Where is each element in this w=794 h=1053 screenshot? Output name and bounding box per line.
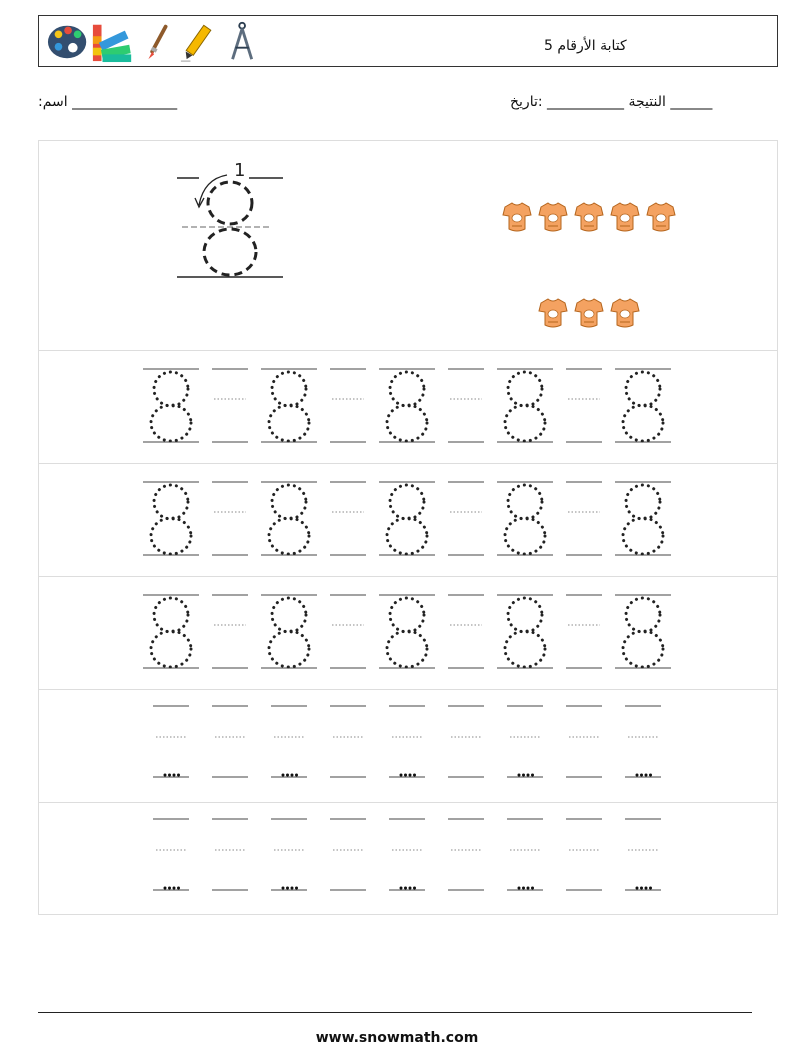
blank-digit-slot[interactable] (271, 819, 307, 890)
baby-onesie-icon (539, 299, 567, 327)
blank-digit-slot[interactable] (566, 482, 602, 555)
practice-grid (38, 140, 778, 915)
compass-icon (233, 23, 252, 59)
blank-digit-slot[interactable] (330, 595, 366, 668)
trace-row (39, 463, 777, 576)
blank-digit-slot[interactable] (448, 482, 484, 555)
footer-divider (38, 1012, 752, 1013)
baby-onesie-icon (647, 203, 675, 231)
traced-digit (615, 369, 671, 442)
blank-row-svg (39, 690, 777, 802)
pencil-icon (181, 25, 211, 61)
traced-digit (379, 595, 435, 668)
score-label: النتيجة (628, 94, 666, 110)
blank-digit-slot[interactable] (212, 369, 248, 442)
traced-digit (497, 369, 553, 442)
blank-digit-slot[interactable] (566, 595, 602, 668)
palette-icon (48, 26, 86, 59)
blank-digit-slot[interactable] (389, 706, 425, 777)
blank-digit-slot[interactable] (625, 819, 661, 890)
traced-digit (379, 369, 435, 442)
blank-digit-slot[interactable] (330, 369, 366, 442)
trace-row-svg (39, 577, 777, 689)
trace-row (39, 576, 777, 689)
paintbrush-icon (148, 27, 165, 60)
counting-objects (503, 203, 675, 327)
blank-digit-slot[interactable] (566, 706, 602, 777)
name-field (38, 94, 177, 110)
blank-digit-slot[interactable] (448, 369, 484, 442)
blank-row (39, 689, 777, 802)
color-swatch-icon (93, 25, 131, 62)
trace-row-svg (39, 464, 777, 576)
blank-digit-slot[interactable] (389, 819, 425, 890)
example-area (39, 141, 777, 350)
date-score-fields (510, 94, 712, 110)
blank-digit-slot[interactable] (212, 819, 248, 890)
blank-digit-slot[interactable] (330, 706, 366, 777)
blank-digit-slot[interactable] (448, 595, 484, 668)
blank-digit-slot[interactable] (330, 482, 366, 555)
trace-row-svg (39, 351, 777, 463)
baby-onesie-icon (611, 203, 639, 231)
traced-digit (615, 595, 671, 668)
blank-digit-slot[interactable] (507, 706, 543, 777)
date-blank[interactable]: ______ (670, 94, 713, 110)
baby-onesie-icon (575, 299, 603, 327)
blank-row-svg (39, 803, 777, 915)
blank-digit-slot[interactable] (448, 706, 484, 777)
example-row (39, 141, 777, 350)
blank-digit-slot[interactable] (212, 706, 248, 777)
baby-onesie-icon (611, 299, 639, 327)
traced-digit (143, 482, 199, 555)
blank-digit-slot[interactable] (566, 819, 602, 890)
blank-digit-slot[interactable] (448, 819, 484, 890)
baby-onesie-icon (575, 203, 603, 231)
footer-url[interactable]: www.snowmath.com (315, 1030, 479, 1046)
traced-digit (379, 482, 435, 555)
header-icons (42, 19, 272, 63)
traced-digit (497, 595, 553, 668)
baby-onesie-icon (539, 203, 567, 231)
baby-onesie-icon (503, 203, 531, 231)
blank-digit-slot[interactable] (566, 369, 602, 442)
score-blank[interactable]: ___________ (547, 94, 625, 110)
stroke-guide-digit (177, 160, 283, 277)
blank-digit-slot[interactable] (271, 706, 307, 777)
blank-row (39, 802, 777, 915)
traced-digit (143, 369, 199, 442)
name-label: :اسم (38, 94, 68, 110)
worksheet-header (38, 15, 778, 67)
blank-digit-slot[interactable] (212, 482, 248, 555)
blank-digit-slot[interactable] (330, 819, 366, 890)
traced-digit (261, 482, 317, 555)
stroke-number: 1 (234, 160, 246, 181)
blank-digit-slot[interactable] (153, 706, 189, 777)
traced-digit (143, 595, 199, 668)
blank-digit-slot[interactable] (625, 706, 661, 777)
blank-digit-slot[interactable] (153, 819, 189, 890)
traced-digit (615, 482, 671, 555)
traced-digit (497, 482, 553, 555)
blank-digit-slot[interactable] (212, 595, 248, 668)
traced-digit (261, 595, 317, 668)
date-label: :تاريخ (510, 94, 543, 110)
blank-digit-slot[interactable] (507, 819, 543, 890)
name-blank[interactable]: _______________ (72, 94, 178, 110)
worksheet-title: كتابة الأرقام 5 (544, 38, 627, 54)
trace-row (39, 350, 777, 463)
traced-digit (261, 369, 317, 442)
